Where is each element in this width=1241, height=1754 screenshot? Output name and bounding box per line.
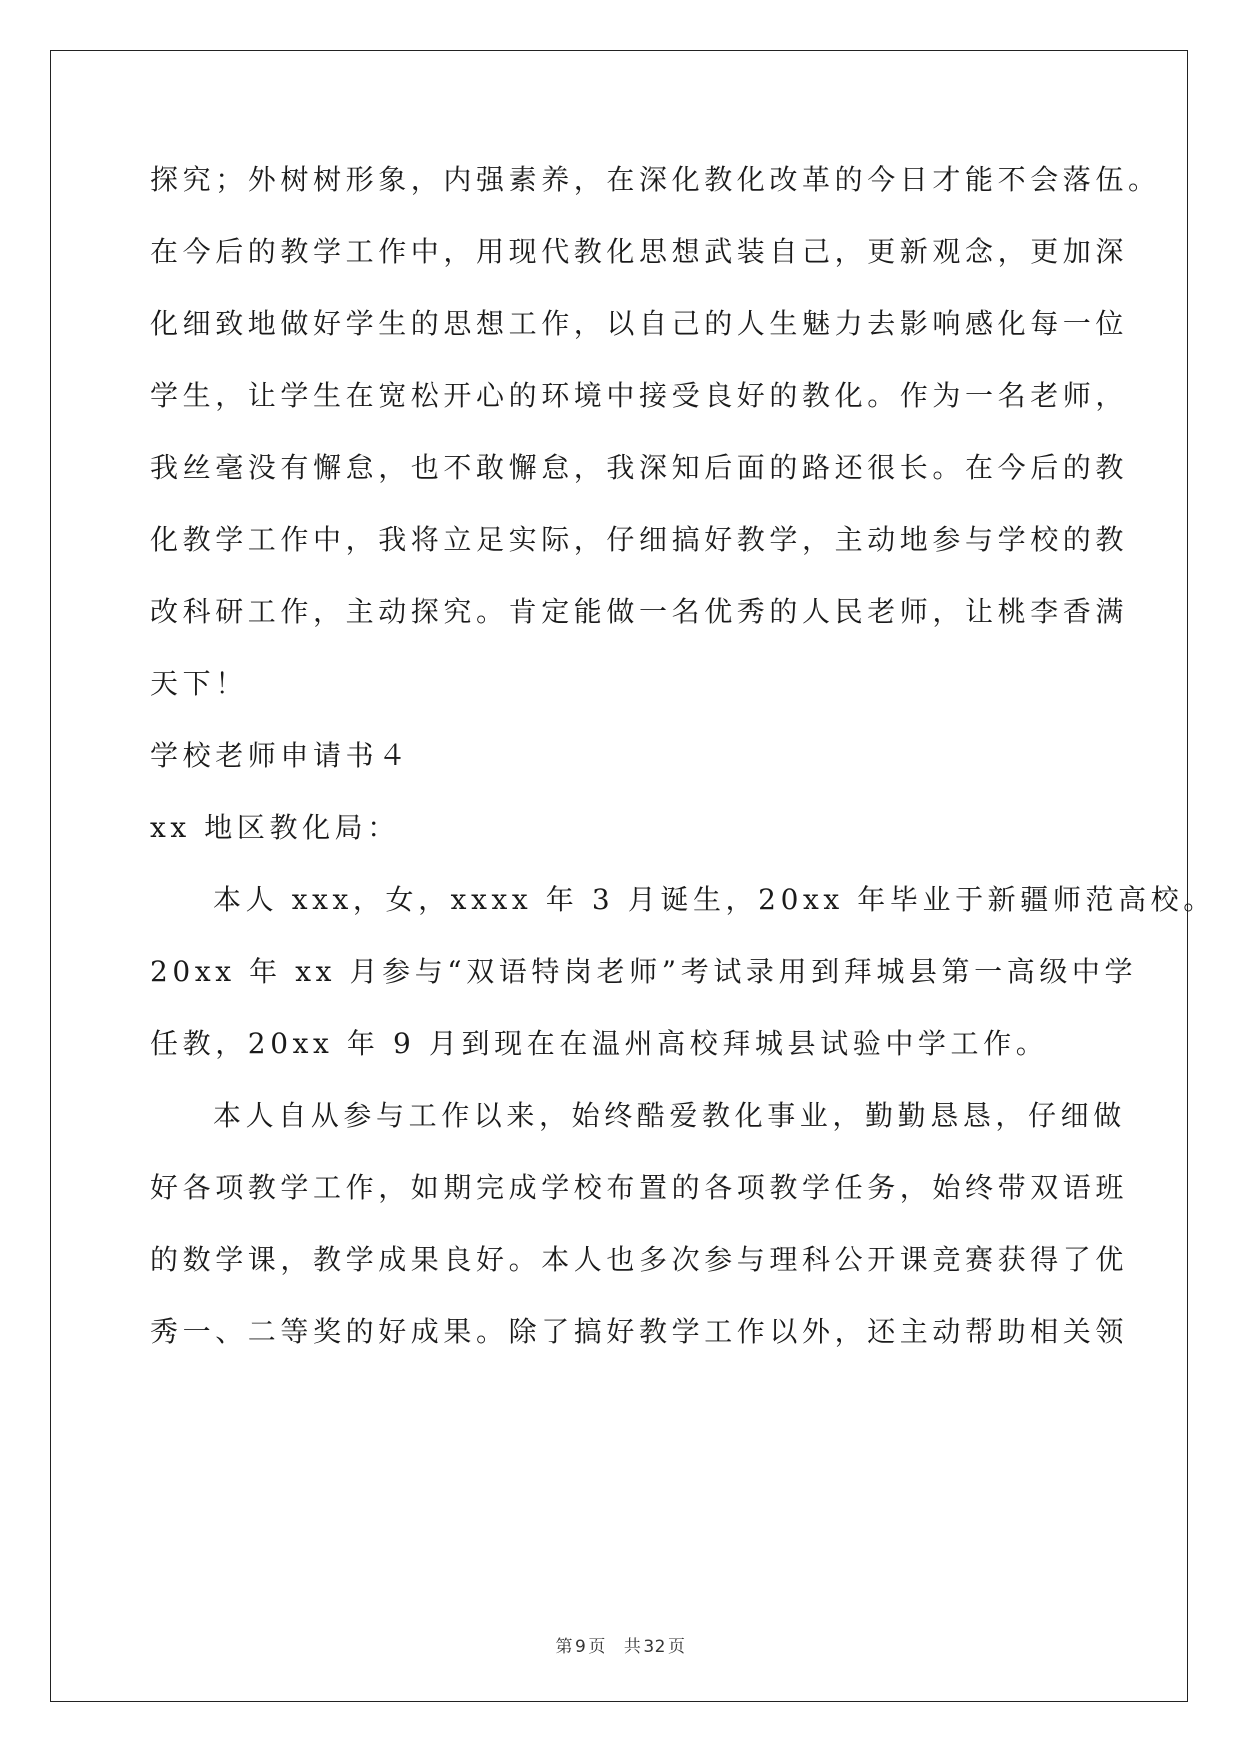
body-line: 本人自从参与工作以来，始终酷爱教化事业，勤勤恳恳，仔细做 <box>213 1099 1126 1132</box>
body-line: 改科研工作，主动探究。肯定能做一名优秀的人民老师，让桃李香满 <box>150 595 1129 628</box>
page-footer <box>0 1632 1241 1657</box>
body-line: 学生，让学生在宽松开心的环境中接受良好的教化。作为一名老师， <box>150 379 1129 412</box>
salutation: xx 地区教化局： <box>150 811 400 844</box>
body-line: 秀一、二等奖的好成果。除了搞好教学工作以外，还主动帮助相关领 <box>150 1315 1129 1348</box>
body-line: 探究；外树树形象，内强素养，在深化教化改革的今日才能不会落伍。 <box>150 163 1161 196</box>
page-number: 9 <box>575 1637 587 1657</box>
body-line: 在今后的教学工作中，用现代教化思想武装自己，更新观念，更加深 <box>150 235 1129 268</box>
section-heading: 学校老师申请书４ <box>150 739 411 772</box>
body-line: 化细致地做好学生的思想工作，以自己的人生魅力去影响感化每一位 <box>150 307 1129 340</box>
body-line: 本人 xxx，女，xxxx 年 3 月诞生，20xx 年毕业于新疆师范高校。 <box>213 883 1216 916</box>
body-line: 的数学课，教学成果良好。本人也多次参与理科公开课竞赛获得了优 <box>150 1243 1129 1276</box>
page-prefix: 第 <box>555 1637 574 1657</box>
body-line: 20xx 年 xx 月参与“双语特岗老师”考试录用到拜城县第一高级中学 <box>150 955 1138 988</box>
body-line: 天下！ <box>150 667 248 700</box>
total-suffix: 页 <box>667 1637 686 1657</box>
body-line: 好各项教学工作，如期完成学校布置的各项教学任务，始终带双语班 <box>150 1171 1129 1204</box>
total-pages: 32 <box>643 1637 666 1657</box>
body-line: 任教，20xx 年 9 月到现在在温州高校拜城县试验中学工作。 <box>150 1027 1049 1060</box>
body-line: 我丝毫没有懈怠，也不敢懈怠，我深知后面的路还很长。在今后的教 <box>150 451 1129 484</box>
body-line: 化教学工作中，我将立足实际，仔细搞好教学，主动地参与学校的教 <box>150 523 1129 556</box>
page-suffix: 页 <box>588 1637 606 1657</box>
page-border <box>50 50 1188 1702</box>
total-prefix: 共 <box>623 1637 642 1657</box>
